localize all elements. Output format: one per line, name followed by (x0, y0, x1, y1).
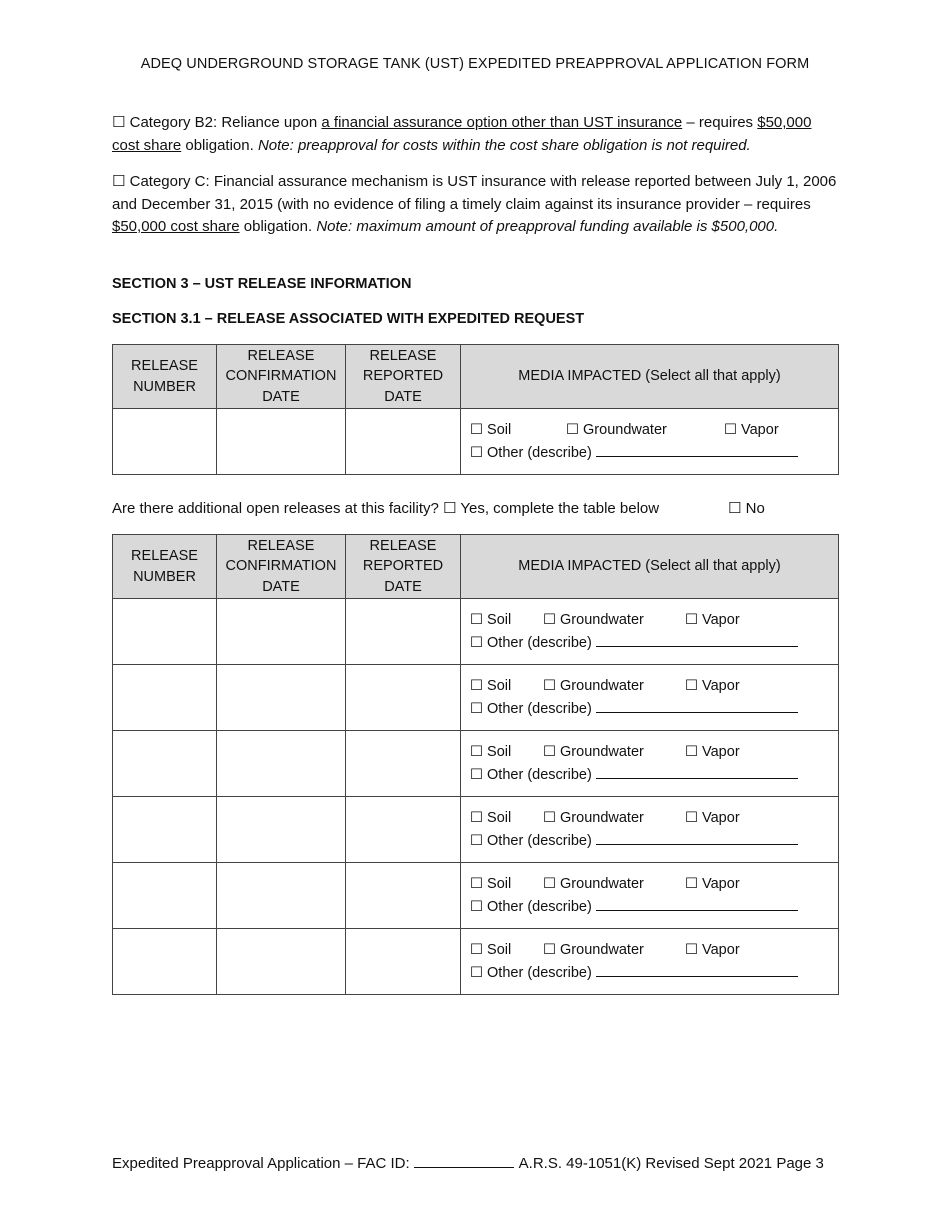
media-impacted-cell (461, 731, 839, 797)
table-row (113, 409, 839, 475)
other-checkbox[interactable]: ☐ Other (describe) (470, 833, 592, 849)
vapor-checkbox[interactable]: ☐ Vapor (685, 744, 740, 760)
other-checkbox[interactable]: ☐ Other (describe) (470, 635, 592, 651)
groundwater-checkbox[interactable]: ☐ Groundwater (543, 810, 644, 826)
additional-releases-yes[interactable]: Are there additional open releases at this facility? ☐ Yes, complete the table below (112, 500, 660, 517)
reported-date-cell[interactable] (346, 797, 461, 863)
header-reported-line3: DATE (384, 578, 422, 595)
groundwater-checkbox[interactable]: ☐ Groundwater (543, 744, 644, 760)
header-confirmation-line3: DATE (262, 388, 300, 405)
other-describe-line[interactable] (596, 697, 798, 713)
release-number-cell[interactable] (113, 863, 217, 929)
table-header-row (113, 535, 839, 599)
header-reported-date (346, 535, 461, 599)
vapor-checkbox[interactable]: ☐ Vapor (685, 942, 740, 958)
vapor-checkbox[interactable]: ☐ Vapor (685, 810, 740, 826)
header-media-impacted: MEDIA IMPACTED (Select all that apply) (461, 345, 839, 409)
groundwater-checkbox[interactable]: ☐ Groundwater (543, 612, 644, 628)
soil-checkbox[interactable]: ☐ Soil (470, 744, 512, 760)
header-reported-line1: RELEASE (369, 537, 437, 554)
additional-releases-no[interactable]: ☐ No (728, 500, 765, 517)
reported-date-cell[interactable] (346, 409, 461, 475)
other-describe-line[interactable] (596, 961, 798, 977)
other-checkbox[interactable]: ☐ Other (describe) (470, 701, 592, 717)
category-b2-requires: – requires (682, 114, 758, 131)
footer-application-fac-id: Expedited Preapproval Application – FAC ID: (112, 1155, 410, 1172)
release-number-cell[interactable] (113, 665, 217, 731)
other-describe-line[interactable] (596, 763, 798, 779)
media-impacted-cell (461, 929, 839, 995)
header-release-number-line1: RELEASE (131, 358, 198, 374)
release-number-cell[interactable] (113, 599, 217, 665)
section-3-heading: SECTION 3 – UST RELEASE INFORMATION (112, 276, 412, 292)
release-number-cell[interactable] (113, 797, 217, 863)
other-describe-line[interactable] (596, 631, 798, 647)
category-c-option (112, 171, 838, 239)
table-row (113, 797, 839, 863)
media-impacted-cell (461, 599, 839, 665)
groundwater-checkbox[interactable]: ☐ Groundwater (566, 422, 667, 438)
category-b2-note: Note: preapproval for costs within the cost share obligation is not required. (257, 136, 751, 154)
category-b2-text: Category B2: Reliance upon (125, 114, 322, 131)
table-row (113, 731, 839, 797)
table-row (113, 863, 839, 929)
confirmation-date-cell[interactable] (217, 797, 346, 863)
header-release-number (113, 535, 217, 599)
header-release-number-line2: NUMBER (133, 378, 196, 395)
category-c-cost-share: $50,000 cost share (112, 218, 240, 235)
section-3-1-heading: SECTION 3.1 – RELEASE ASSOCIATED WITH EXPEDITED REQUEST (112, 311, 585, 327)
category-b2-option (112, 112, 838, 157)
confirmation-date-cell[interactable] (217, 665, 346, 731)
media-impacted-cell (461, 665, 839, 731)
additional-releases-question (112, 499, 765, 517)
soil-checkbox[interactable]: ☐ Soil (470, 422, 512, 438)
header-release-number-line1: RELEASE (131, 548, 198, 564)
page-footer (112, 1153, 824, 1172)
media-impacted-cell (461, 797, 839, 863)
header-reported-line3: DATE (384, 388, 422, 405)
table-row (113, 599, 839, 665)
release-number-cell[interactable] (113, 409, 217, 475)
additional-releases-table (112, 534, 839, 995)
other-describe-line[interactable] (596, 829, 798, 845)
confirmation-date-cell[interactable] (217, 409, 346, 475)
category-b2-financial-option: a financial assurance option other than UST insurance (321, 114, 683, 131)
header-media-impacted: MEDIA IMPACTED (Select all that apply) (461, 535, 839, 599)
soil-checkbox[interactable]: ☐ Soil (470, 678, 512, 694)
soil-checkbox[interactable]: ☐ Soil (470, 876, 512, 892)
reported-date-cell[interactable] (346, 665, 461, 731)
other-checkbox[interactable]: ☐ Other (describe) (470, 965, 592, 981)
header-confirmation-date (217, 535, 346, 599)
category-b2-obligation: obligation. (181, 136, 258, 154)
soil-checkbox[interactable]: ☐ Soil (470, 942, 512, 958)
other-describe-line[interactable] (596, 895, 798, 911)
header-confirmation-date (217, 345, 346, 409)
confirmation-date-cell[interactable] (217, 731, 346, 797)
header-confirmation-line2: CONFIRMATION (225, 368, 337, 385)
category-b2-cost-share: $50,000 cost share (112, 114, 812, 154)
media-impacted-cell (461, 409, 839, 475)
reported-date-cell[interactable] (346, 929, 461, 995)
vapor-checkbox[interactable]: ☐ Vapor (685, 876, 740, 892)
vapor-checkbox[interactable]: ☐ Vapor (685, 678, 740, 694)
category-b2-checkbox[interactable]: ☐ (112, 114, 126, 131)
header-confirmation-line2: CONFIRMATION (225, 558, 337, 575)
footer-revision-page: A.R.S. 49-1051(K) Revised Sept 2021 Page 3 (518, 1155, 824, 1172)
groundwater-checkbox[interactable]: ☐ Groundwater (543, 876, 644, 892)
header-release-number (113, 345, 217, 409)
reported-date-cell[interactable] (346, 863, 461, 929)
groundwater-checkbox[interactable]: ☐ Groundwater (543, 942, 644, 958)
header-confirmation-line1: RELEASE (247, 347, 315, 364)
groundwater-checkbox[interactable]: ☐ Groundwater (543, 678, 644, 694)
media-impacted-cell (461, 863, 839, 929)
header-confirmation-line3: DATE (262, 578, 300, 595)
reported-date-cell[interactable] (346, 731, 461, 797)
release-number-cell[interactable] (113, 929, 217, 995)
header-confirmation-line1: RELEASE (247, 537, 315, 554)
expedited-release-table (112, 344, 839, 475)
confirmation-date-cell[interactable] (217, 929, 346, 995)
other-checkbox[interactable]: ☐ Other (describe) (470, 767, 592, 783)
category-c-obligation: obligation. (239, 218, 317, 235)
category-c-checkbox[interactable]: ☐ (112, 173, 126, 190)
table-row (113, 929, 839, 995)
header-reported-line2: REPORTED (362, 368, 444, 385)
table-header-row (113, 345, 839, 409)
category-c-text: Category C: Financial assurance mechanism is UST insurance with release reported between July 1, 2006 and December 31, 2015 (with no evidence of filing a timely claim against its insurance provider – requires (112, 173, 837, 213)
other-describe-line[interactable] (596, 441, 798, 457)
header-reported-date (346, 345, 461, 409)
vapor-checkbox[interactable]: ☐ Vapor (685, 612, 740, 628)
vapor-checkbox[interactable]: ☐ Vapor (724, 422, 779, 438)
fac-id-field[interactable] (414, 1153, 514, 1168)
other-checkbox[interactable]: ☐ Other (describe) (470, 445, 592, 461)
other-checkbox[interactable]: ☐ Other (describe) (470, 899, 592, 915)
reported-date-cell[interactable] (346, 599, 461, 665)
soil-checkbox[interactable]: ☐ Soil (470, 810, 512, 826)
header-reported-line1: RELEASE (369, 347, 437, 364)
release-number-cell[interactable] (113, 731, 217, 797)
confirmation-date-cell[interactable] (217, 599, 346, 665)
category-c-note: Note: maximum amount of preapproval funding available is $500,000. (316, 218, 779, 235)
form-header-title: ADEQ UNDERGROUND STORAGE TANK (UST) EXPEDITED PREAPPROVAL APPLICATION FORM (140, 56, 810, 72)
header-release-number-line2: NUMBER (133, 568, 196, 585)
soil-checkbox[interactable]: ☐ Soil (470, 612, 512, 628)
confirmation-date-cell[interactable] (217, 863, 346, 929)
table-row (113, 665, 839, 731)
header-reported-line2: REPORTED (362, 558, 444, 575)
